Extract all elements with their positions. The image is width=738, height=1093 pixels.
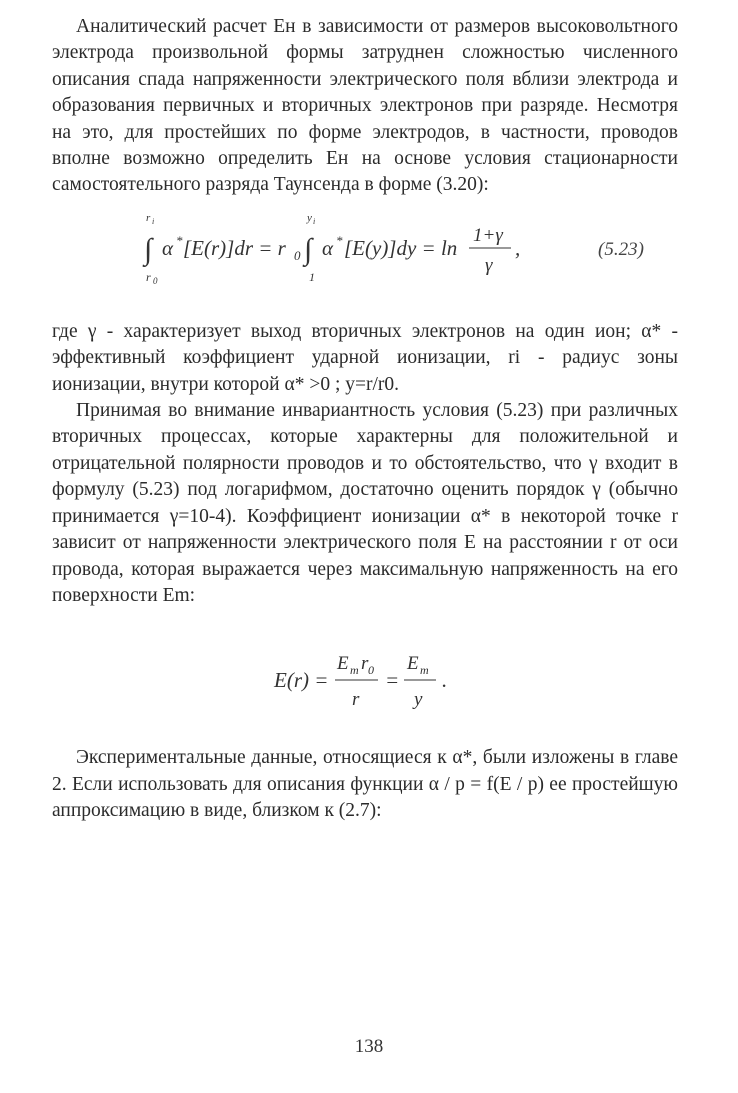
svg-text:γ: γ	[485, 254, 493, 276]
paragraph-1-text: Аналитический расчет Eн в зависимости от размеров высоковольтного электрода произвольной формы затруднен сложностью численного описания спада напряженности электрического поля вблизи электрода и образования первичных и вторичных электронов при разряде. Несмотря на это, для простейших по форме электродов, в частности, проводов вполне возможно определить Eн на основе условия стационарности самостоятельного разряда Таунсенда в форме (3.20):	[52, 16, 678, 196]
svg-text:[E(r)]dr = r: [E(r)]dr = r	[183, 235, 286, 260]
svg-text:E(r) =: E(r) =	[274, 668, 329, 693]
page-number: 138	[354, 1036, 384, 1057]
svg-text:E: E	[337, 653, 349, 675]
paragraph-2	[52, 319, 678, 398]
svg-text:1: 1	[309, 269, 315, 284]
paragraph-3	[52, 398, 678, 609]
svg-text:y: y	[414, 689, 423, 711]
svg-text:,: ,	[515, 235, 521, 260]
svg-text:y: y	[307, 211, 312, 224]
svg-text:α: α	[162, 235, 174, 260]
svg-text:r: r	[361, 653, 369, 675]
integral-sign: ∫	[304, 232, 313, 266]
svg-text:0: 0	[294, 247, 301, 263]
integral-sign: ∫	[144, 232, 153, 266]
equation-5-23-graphic	[52, 199, 678, 299]
equation-number: (5.23)	[598, 238, 644, 260]
svg-text:*: *	[336, 232, 343, 248]
paragraph-1	[52, 14, 678, 199]
equation-field	[52, 625, 678, 735]
svg-text:=: =	[385, 668, 400, 693]
svg-text:1+γ: 1+γ	[473, 224, 503, 246]
svg-text:E: E	[407, 653, 419, 675]
svg-text:i: i	[152, 216, 155, 226]
svg-text:m: m	[420, 663, 429, 678]
svg-text:0: 0	[153, 275, 158, 286]
svg-text:r: r	[352, 689, 360, 711]
svg-text:i: i	[313, 216, 316, 226]
equation-5-23	[52, 199, 678, 299]
svg-text:[E(y)]dy = ln: [E(y)]dy = ln	[344, 235, 458, 260]
integral-upper-limit: r	[146, 211, 151, 224]
svg-text:m: m	[350, 663, 359, 678]
svg-text:0: 0	[368, 663, 374, 678]
integral-lower-limit: r	[146, 269, 151, 284]
svg-text:*: *	[176, 232, 183, 248]
paragraph-3-text: Принимая во внимание инвариантность условия (5.23) при различных вторичных процессах, которые характерны для положительной и отрицательной полярности проводов и то обстоятельство, что γ входит в формулу (5.23) под логарифмом, достаточно оценить порядок γ (обычно принимается γ=10-4). Коэффициент ионизации α* в некоторой точке r зависит от напряженности электрического поля E на расстоянии r от оси провода, которая выражается через максимальную напряженность на его поверхности Em:	[52, 400, 678, 606]
svg-text:α: α	[322, 235, 334, 260]
paragraph-4	[52, 745, 678, 824]
page-body	[52, 14, 678, 825]
svg-text:.: .	[442, 668, 448, 693]
equation-field-graphic	[52, 625, 678, 735]
paragraph-2-text: где γ - характеризует выход вторичных электронов на один ион; α* - эффективный коэффициент ударной ионизации, ri - радиус зоны ионизации, внутри которой α* >0 ; y=r/r0.	[52, 320, 679, 395]
paragraph-4-text: Экспериментальные данные, относящиеся к α*, были изложены в главе 2. Если использовать для описания функции α / p = f(E / p) ее простейшую аппроксимацию в виде, близком к (2.7):	[52, 747, 678, 822]
